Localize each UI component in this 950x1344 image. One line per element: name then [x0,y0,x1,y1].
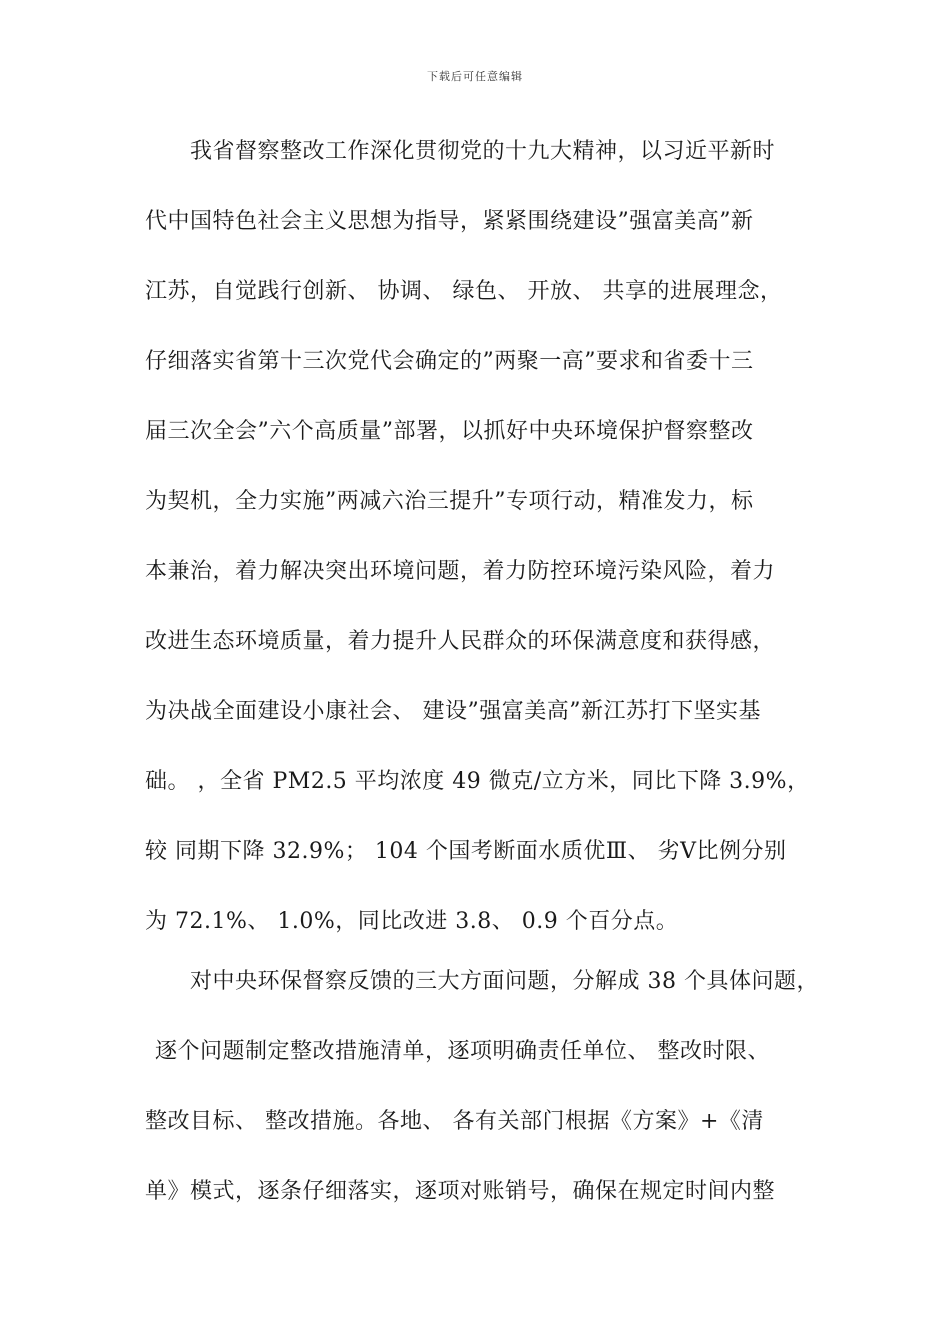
paragraph-line: 整改目标、 整改措施。各地、 各有关部门根据《方案》+《清 [145,1109,764,1134]
paragraph-line: 为决战全面建设小康社会、 建设”强富美高”新江苏打下坚实基 [145,699,761,724]
paragraph-line: 较 同期下降 32.9%； 104 个国考断面水质优Ⅲ、 劣Ⅴ比例分别 [145,839,787,864]
paragraph-line: 改进生态环境质量，着力提升人民群众的环保满意度和获得感， [145,629,776,654]
paragraph-line: 为 72.1%、 1.0%，同比改进 3.8、 0.9 个百分点。 [145,909,679,934]
paragraph-line: 单》模式，逐条仔细落实，逐项对账销号，确保在规定时间内整 [145,1179,776,1204]
paragraph-line: 届三次全会”六个高质量”部署，以抓好中央环境保护督察整改 [145,419,754,444]
paragraph-line: 对中央环保督察反馈的三大方面问题，分解成 38 个具体问题， [190,969,819,994]
paragraph-line: 为契机，全力实施”两减六治三提升”专项行动，精准发力，标 [145,489,754,514]
paragraph-line: 我省督察整改工作深化贯彻党的十九大精神，以习近平新时 [190,139,776,164]
paragraph-line: 本兼治，着力解决突出环境问题，着力防控环境污染风险，着力 [145,559,776,584]
paragraph-line: 江苏，自觉践行创新、 协调、 绿色、 开放、 共享的进展理念， [145,279,783,304]
paragraph-line: 代中国特色社会主义思想为指导，紧紧围绕建设”强富美高”新 [145,209,754,234]
paragraph-line: 仔细落实省第十三次党代会确定的”两聚一高”要求和省委十三 [145,349,754,374]
paragraph-line: 逐个问题制定整改措施清单，逐项明确责任单位、 整改时限、 [155,1039,770,1064]
page-header: 下载后可任意编辑 [427,70,523,83]
paragraph-line: 础。 ，全省 PM2.5 平均浓度 49 微克/立方米，同比下降 3.9%， [145,769,810,794]
